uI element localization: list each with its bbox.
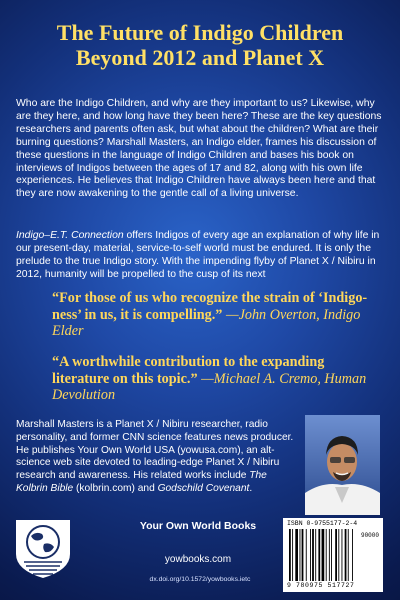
- barcode-block: [283, 518, 383, 592]
- second-paragraph: [16, 230, 384, 282]
- barcode-bar: [306, 529, 307, 581]
- barcode-bar: [289, 529, 291, 581]
- quote-cremo: [52, 354, 384, 404]
- quote-attribution: —John Overton, Indigo Elder: [52, 306, 361, 339]
- ean-number: 9 780975 517727: [287, 582, 355, 589]
- barcode-bar: [302, 529, 304, 581]
- publisher-name: Your Own World Books: [139, 520, 257, 532]
- author-photo: [305, 415, 380, 515]
- book-title-italic: Indigo–E.T. Connection: [16, 230, 124, 241]
- barcode-bar: [352, 529, 353, 581]
- title-line-2: Beyond 2012 and Planet X: [75, 45, 325, 70]
- bio-mid: (kolbrin.com) and: [73, 482, 158, 494]
- barcode-bar: [326, 529, 327, 581]
- quote-overton: [52, 290, 384, 340]
- title-line-1: The Future of Indigo Children: [56, 20, 344, 45]
- barcode-bar: [300, 529, 301, 581]
- barcode-bar: [335, 529, 337, 581]
- bio-text: Marshall Masters is a Planet X / Nibiru researcher, radio personality, and former CNN science features news producer. He publishes Your Own World USA (yowusa.com), an alt-science web site devoted to leading-edge Planet X / Nibiru research and awareness. His related works include: [16, 419, 294, 482]
- author-portrait-illustration: [305, 415, 380, 515]
- author-bio: [16, 419, 296, 496]
- isbn-label: ISBN 0-9755177-2-4: [287, 520, 358, 527]
- barcode-bar: [342, 529, 343, 581]
- barcode-bar: [312, 529, 314, 581]
- book-title: [0, 20, 400, 70]
- barcode-icon: [289, 529, 353, 581]
- intro-paragraph: Who are the Indigo Children, and why are they important to us? Likewise, why are they here, and how long have they been here? These are the key questions researchers and parents often ask, but what about the children? What are their burning questions? Marshall Masters, an Indigo elder, frames his discussion of these questions in the language of Indigo Children and bases his book on interviews of Indigos between the ages of 17 and 82, along with his own life experiences. He believes that Indigo Children have always been here and that they are now awakening to the gentle call of a living universe.: [16, 98, 382, 200]
- second-paragraph-text: offers Indigos of every age an explanation of why life in our present-day, material, service-to-self world must be endured. It is only the prelude to the true Indigo story. With the impending flyby of Planet X / Nibiru in 2012, humanity will be propelled to the cusp of its next: [16, 230, 380, 280]
- quote-text: “For those of us who recognize the strain of ‘Indigo-ness’ in us, it is compelling.”: [52, 290, 368, 323]
- bio-end: .: [249, 482, 253, 494]
- barcode-bar: [292, 529, 293, 581]
- publisher-url: yowbooks.com: [164, 554, 232, 565]
- quote-attribution: —Michael A. Cremo, Human Devolution: [52, 370, 367, 403]
- barcode-bar: [329, 529, 330, 581]
- quote-text: “A worthwhile contribution to the expanding literature on this topic.”: [52, 354, 325, 387]
- barcode-bar: [310, 529, 311, 581]
- doi-link: dx.doi.org/10.1572/yowbooks.ietc: [149, 576, 251, 583]
- barcode-bar: [345, 529, 347, 581]
- globe-icon: [14, 518, 72, 580]
- barcode-bar: [295, 529, 298, 581]
- bio-work-godschild: Godschild Covenant: [157, 482, 250, 494]
- barcode-bar: [315, 529, 316, 581]
- barcode-bar: [322, 529, 325, 581]
- bio-work-kolbrin: The Kolbrin Bible: [16, 470, 267, 494]
- price-code: 90000: [360, 532, 379, 539]
- barcode-bar: [318, 529, 320, 581]
- barcode-bar: [338, 529, 339, 581]
- barcode-bar: [331, 529, 332, 581]
- publisher-logo: [14, 518, 72, 580]
- barcode-bar: [348, 529, 349, 581]
